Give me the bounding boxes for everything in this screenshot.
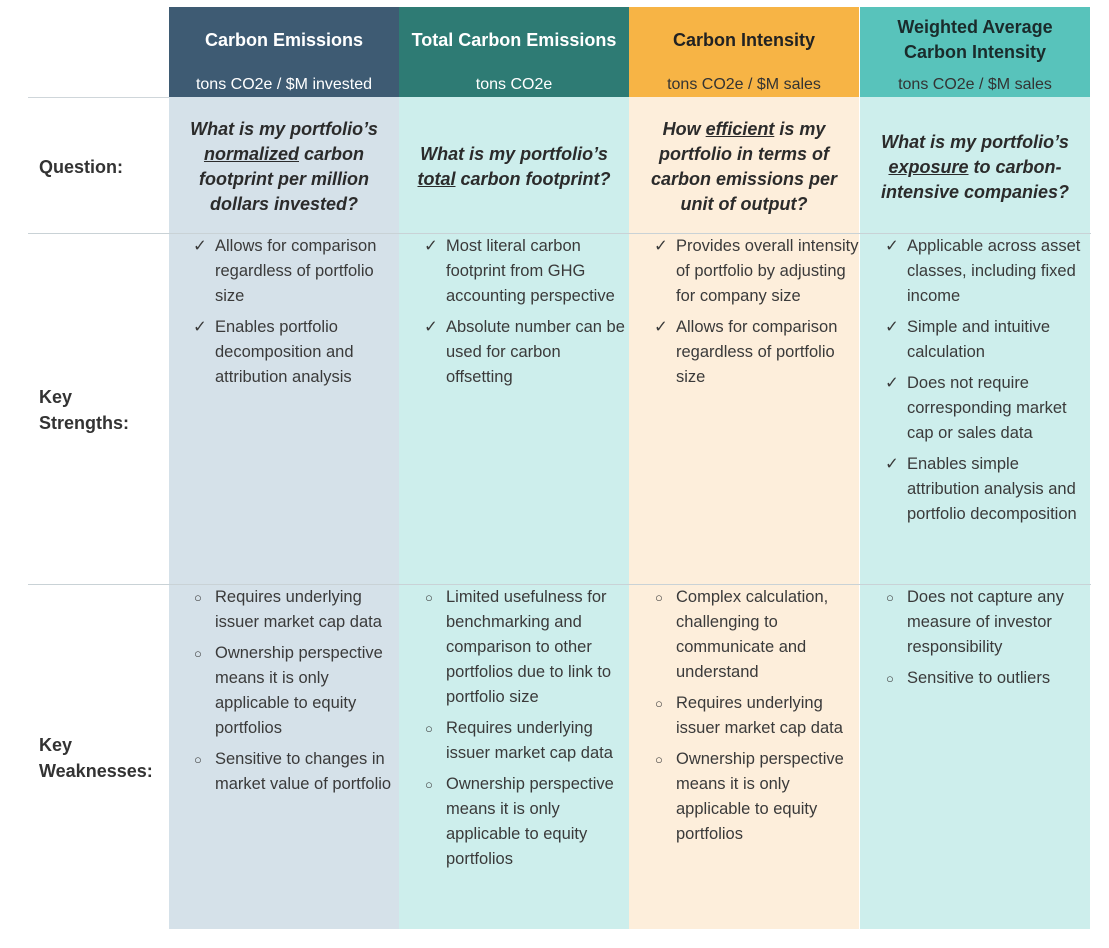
question-cell: What is my portfolio’s total carbon footprint?: [417, 144, 611, 189]
circle-bullet-icon: ○: [655, 696, 663, 711]
weaknesses-list: [881, 585, 1091, 697]
weakness-item: [189, 585, 399, 635]
circle-bullet-icon: ○: [886, 590, 894, 605]
column-unit: tons CO2e / $M sales: [898, 76, 1052, 93]
strength-item: [881, 315, 1091, 365]
strength-item: [189, 234, 399, 309]
checkmark-icon: ✓: [885, 318, 899, 336]
column-title: Weighted Average Carbon Intensity: [897, 17, 1053, 62]
weaknesses-list: [420, 585, 630, 878]
question-cell: How efficient is my portfolio in terms of carbon emissions per unit of output?: [650, 119, 838, 214]
weakness-item: [420, 772, 630, 872]
column-unit: tons CO2e / $M sales: [667, 76, 821, 93]
item-text: Requires underlying issuer market cap data: [676, 694, 843, 737]
item-text: Ownership perspective means it is only applicable to equity portfolios: [676, 750, 844, 843]
weakness-item: [189, 641, 399, 741]
item-text: Ownership perspective means it is only applicable to equity portfolios: [215, 644, 383, 737]
question-cell: What is my portfolio’s normalized carbon footprint per million dollars invested?: [190, 119, 378, 214]
weakness-item: [420, 585, 630, 710]
row-label-question: Question:: [39, 157, 123, 177]
weakness-item: [881, 666, 1091, 691]
item-text: Requires underlying issuer market cap data: [215, 588, 382, 631]
item-text: Provides overall intensity of portfolio by adjusting for company size: [676, 237, 859, 305]
checkmark-icon: ✓: [424, 318, 438, 336]
weakness-item: [650, 585, 860, 685]
weakness-item: [650, 691, 860, 741]
item-text: Sensitive to outliers: [907, 669, 1051, 687]
circle-bullet-icon: ○: [425, 777, 433, 792]
weakness-item: [650, 747, 860, 847]
strength-item: [881, 371, 1091, 446]
column-header: [860, 7, 1090, 97]
strength-item: [420, 315, 630, 390]
strengths-list: [650, 234, 860, 396]
strength-item: [650, 234, 860, 309]
strengths-list: [420, 234, 630, 396]
column-title: Total Carbon Emissions: [411, 29, 617, 50]
column-title: Carbon Intensity: [672, 29, 815, 50]
checkmark-icon: ✓: [193, 318, 207, 336]
weakness-item: [420, 716, 630, 766]
column-unit: tons CO2e: [475, 76, 553, 93]
item-text: Enables portfolio decomposition and attribution analysis: [215, 318, 354, 386]
item-text: Ownership perspective means it is only applicable to equity portfolios: [446, 775, 614, 868]
item-text: Most literal carbon footprint from GHG accounting perspective: [446, 237, 615, 305]
weakness-item: [881, 585, 1091, 660]
row-label-strengths: Key Strengths:: [39, 387, 129, 433]
circle-bullet-icon: ○: [886, 671, 894, 686]
row-divider: [28, 97, 169, 98]
strength-item: [650, 315, 860, 390]
checkmark-icon: ✓: [193, 237, 207, 255]
checkmark-icon: ✓: [885, 374, 899, 392]
weakness-item: [189, 747, 399, 797]
circle-bullet-icon: ○: [425, 721, 433, 736]
strengths-list: [189, 234, 399, 396]
item-text: Enables simple attribution analysis and portfolio decomposition: [907, 455, 1077, 523]
strength-item: [189, 315, 399, 390]
strength-item: [881, 452, 1091, 527]
strength-item: [420, 234, 630, 309]
item-text: Allows for comparison regardless of portfolio size: [676, 318, 838, 386]
strengths-list: [881, 234, 1091, 533]
column-unit: tons CO2e / $M invested: [195, 76, 373, 93]
question-cell: What is my portfolio’s exposure to carbon-intensive companies?: [880, 131, 1070, 202]
circle-bullet-icon: ○: [655, 752, 663, 767]
weaknesses-list: [189, 585, 399, 803]
checkmark-icon: ✓: [424, 237, 438, 255]
weaknesses-list: [650, 585, 860, 853]
column-header: [399, 7, 629, 97]
checkmark-icon: ✓: [654, 237, 668, 255]
column-title: Carbon Emissions: [204, 29, 364, 50]
item-text: Sensitive to changes in market value of portfolio: [215, 750, 392, 793]
item-text: Limited usefulness for benchmarking and comparison to other portfolios due to link to portfolio size: [446, 588, 612, 706]
item-text: Simple and intuitive calculation: [907, 318, 1051, 361]
checkmark-icon: ✓: [885, 237, 899, 255]
circle-bullet-icon: ○: [425, 590, 433, 605]
column-header: [169, 7, 399, 97]
circle-bullet-icon: ○: [194, 646, 202, 661]
row-label-weaknesses: Key Weaknesses:: [39, 735, 153, 781]
circle-bullet-icon: ○: [655, 590, 663, 605]
checkmark-icon: ✓: [654, 318, 668, 336]
item-text: Applicable across asset classes, including fixed income: [907, 237, 1081, 305]
item-text: Allows for comparison regardless of portfolio size: [215, 237, 377, 305]
item-text: Requires underlying issuer market cap data: [446, 719, 613, 762]
item-text: Absolute number can be used for carbon offsetting: [446, 318, 625, 386]
circle-bullet-icon: ○: [194, 590, 202, 605]
strength-item: [881, 234, 1091, 309]
item-text: Complex calculation, challenging to communicate and understand: [676, 588, 829, 681]
item-text: Does not capture any measure of investor responsibility: [907, 588, 1064, 656]
circle-bullet-icon: ○: [194, 752, 202, 767]
checkmark-icon: ✓: [885, 455, 899, 473]
item-text: Does not require corresponding market cap or sales data: [907, 374, 1067, 442]
column-header: [629, 7, 859, 97]
